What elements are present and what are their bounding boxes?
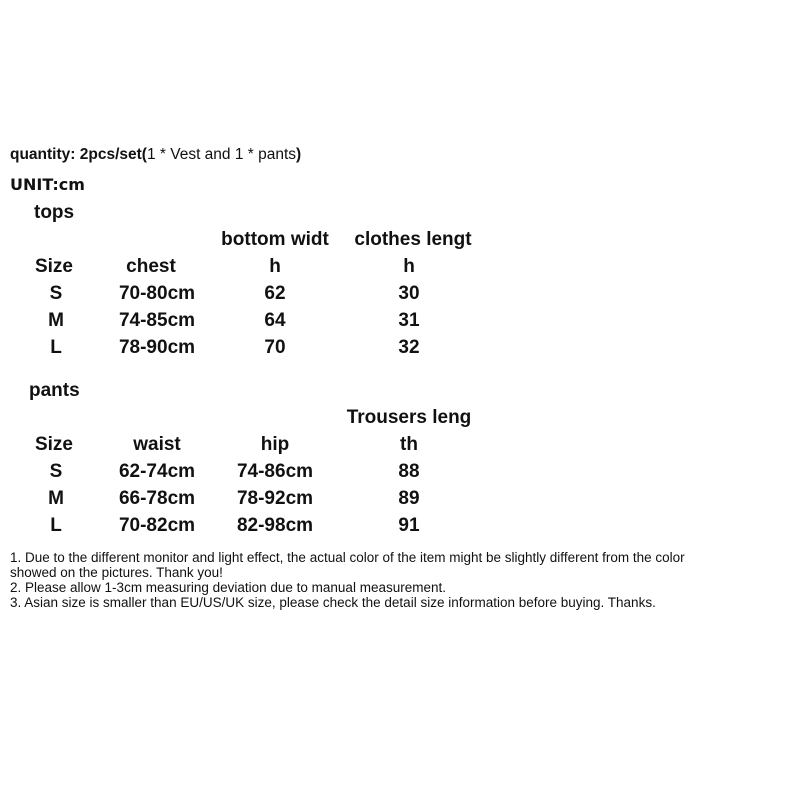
tops-header-bottom-width-part2: h (269, 256, 281, 277)
tops-cell-clothes-length: 32 (398, 337, 420, 358)
tops-cell-bottom-width: 62 (264, 283, 286, 304)
pants-cell-trousers-length: 89 (398, 488, 420, 509)
pants-cell-size: M (48, 488, 64, 509)
quantity-prefix: quantity: 2pcs/set( (10, 146, 147, 163)
pants-cell-waist: 70-82cm (118, 515, 196, 536)
pants-header-waist: waist (133, 434, 181, 455)
tops-cell-size: L (50, 337, 62, 358)
pants-cell-waist: 62-74cm (118, 461, 196, 482)
pants-header-hip: hip (260, 434, 290, 455)
note-line: showed on the pictures. Thank you! (10, 565, 223, 580)
quantity-suffix: ) (296, 146, 302, 163)
unit-label: UNIT:cm (10, 175, 85, 194)
pants-cell-trousers-length: 88 (398, 461, 420, 482)
tops-section-title: tops (34, 202, 75, 223)
tops-cell-size: M (48, 310, 64, 331)
tops-cell-chest: 70-80cm (118, 283, 196, 304)
pants-cell-trousers-length: 91 (398, 515, 420, 536)
tops-header-clothes-length-part1: clothes lengt (354, 229, 472, 250)
tops-cell-bottom-width: 70 (264, 337, 286, 358)
pants-header-trousers-length-part2: th (400, 434, 418, 455)
quantity-line (10, 146, 301, 164)
tops-header-size: Size (34, 256, 74, 277)
tops-header-bottom-width-part1: bottom widt (221, 229, 329, 250)
tops-cell-chest: 74-85cm (118, 310, 196, 331)
pants-cell-hip: 82-98cm (236, 515, 314, 536)
notes-block (10, 550, 685, 610)
pants-header-trousers-length-part1: Trousers leng (346, 407, 472, 428)
tops-cell-bottom-width: 64 (264, 310, 286, 331)
note-line: 2. Please allow 1-3cm measuring deviation due to manual measurement. (10, 580, 446, 595)
quantity-detail: 1 * Vest and 1 * pants (146, 146, 297, 163)
tops-header-clothes-length-part2: h (403, 256, 415, 277)
tops-cell-clothes-length: 31 (398, 310, 420, 331)
tops-cell-chest: 78-90cm (118, 337, 196, 358)
pants-cell-hip: 74-86cm (236, 461, 314, 482)
tops-cell-clothes-length: 30 (398, 283, 420, 304)
pants-header-size: Size (34, 434, 74, 455)
pants-section-title: pants (29, 380, 80, 401)
tops-header-chest: chest (126, 256, 176, 277)
note-line: 3. Asian size is smaller than EU/US/UK size, please check the detail size information before buying. Thanks. (10, 595, 656, 610)
pants-cell-size: S (49, 461, 63, 482)
pants-cell-waist: 66-78cm (118, 488, 196, 509)
note-line: 1. Due to the different monitor and light effect, the actual color of the item might be slightly different from the color (10, 550, 685, 565)
pants-cell-size: L (50, 515, 62, 536)
tops-cell-size: S (49, 283, 63, 304)
pants-cell-hip: 78-92cm (236, 488, 314, 509)
